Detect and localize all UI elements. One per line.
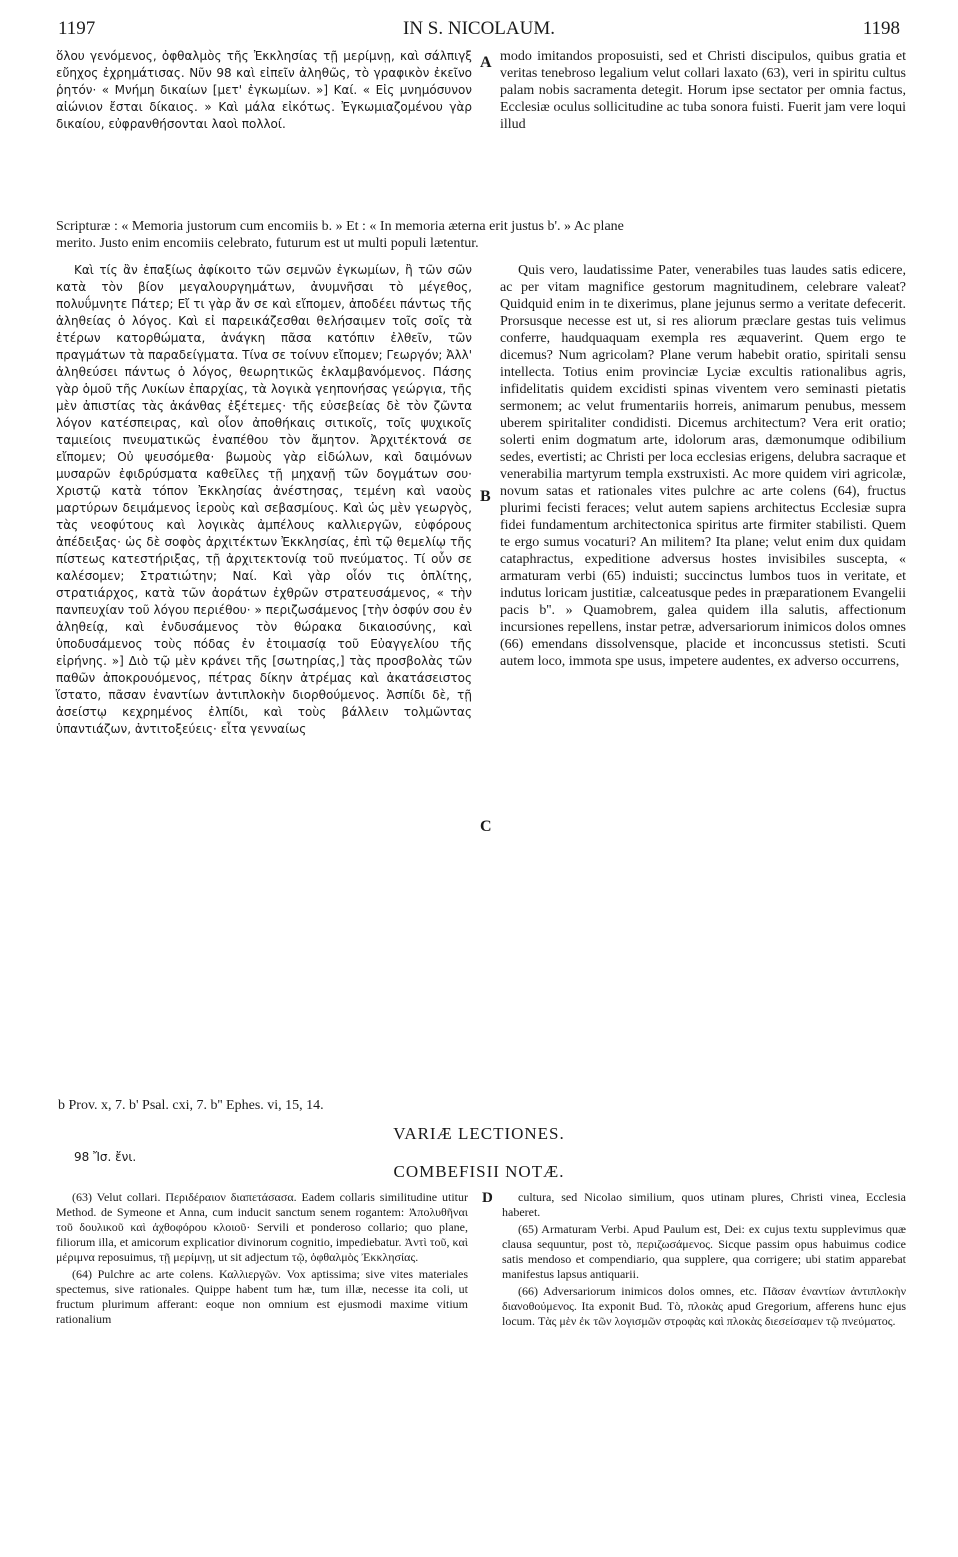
bridge-lines bbox=[56, 218, 906, 252]
margin-mark-a: A bbox=[480, 54, 492, 71]
notes-left-column bbox=[56, 1190, 468, 1329]
greek-column bbox=[56, 48, 472, 137]
right-page-number: 1198 bbox=[862, 18, 900, 39]
latin-column bbox=[500, 48, 906, 137]
scripture-references: b Prov. x, 7. b' Psal. cxi, 7. b'' Ephes. vi, 15, 14. bbox=[58, 1098, 324, 1113]
variae-lectiones-title: VARIÆ LECTIONES. bbox=[393, 1124, 565, 1143]
greek-paragraph: Καὶ τίς ἂν ἐπαξίως ἀφίκοιτο τῶν σεμνῶν ἐγκωμίων, ἢ τῶν σῶν κατὰ τὸν βίον μεγαλουργημάτων, ἀνυμνῆσαι τὸ μέγεθος, πολυΰμνητε Πάτερ; Εἴ τι γὰρ ἄν σε καὶ εἴπομεν, ἀποδέει πάντως τῆς ἀληθείας ὁ λόγος. Καὶ εἰ παρεικάζεσθαι θελήσαιμεν τοῖς σοῖς τὰ ἑτέρων κατορθώματα, ἀνάγκη πᾶσα κατόπιν ἐλθεῖν, τῶν πραγμάτων τὰ παραδείγματα. Τίνα σε τοίνυν εἴπομεν; Γεωργόν; Ἀλλ' ἀληθεύσει πάντως ὁ λόγος, θεωρητικῶς ἐκλαμβανόμενος. Πάσης γὰρ ὁμοῦ τῆς Λυκίων ἐπαρχίας, τὰ λογικὰ γεηπονήσας γεώργια, τῆς μὲν ἀπιστίας τὰς ἀκάνθας ἐξέτεμες· τῆς εὐσεβείας δὲ τὸν ζῶντα λόγον κατέσπειρας, καὶ οἷον ἀποθήκαις σιτικοῖς, τοῖς ψυχικοῖς ταμιείοις πνευματικῶς ἐναπέθου τὸν ἄμητον. Ἀρχιτέκτονά σε εἴπομεν; Οὐ ψευσόμεθα· βωμοὺς γὰρ εἰδώλων, καὶ δαιμόνων μυσαρῶν ἐφιδρύσματα καθεῖλες τῇ μηχανῇ τῶν δογμάτων σου· Χριστῷ κατὰ τόπον Ἐκκλησίας ἀνέστησας, τεμένη καὶ ναοὺς μαρτύρων δειμάμενος ἱεροὺς καὶ σεβασμίους. Καὶ ὡς μὲν γεωργὸς, τὰς νεοφύτους καὶ λογικὰς ἀμπέλους καλλιεργῶν, εὐφόρους ἀπέδειξας· ὡς δὲ σοφὸς ἀρχιτέκτων Ἐκκλησίας, ἐπὶ τῷ θεμελίῳ τῆς πίστεως κατεστήριξας, τῇ ἀρχιτεκτονίᾳ τοῦ πνεύματος. Τί οὖν σε καλέσομεν; Στρατιώτην; Ναί. Καὶ γὰρ οἷόν τις ὁπλίτης, στρατιάρχος, κατὰ τῶν ἀοράτων ἐχθρῶν στρατευσάμενος, « τὴν πανπευχίαν τοῦ λόγου περιέθου· » περιζωσάμενος [τὴν ὀσφύν σου ἐν ἀληθείᾳ, καὶ ἐνδυσάμενος τὸν θώρακα δικαιοσύνης, καὶ ὑποδυσάμενος τοὺς πόδας ἐν ἑτοιμασίᾳ τοῦ Εὐαγγελίου τῆς εἰρήνης. »] Διὸ τῷ μὲν κράνει τῆς [σωτηρίας,] τὰς προσβολὰς τῶν παθῶν ἀποκρουόμενος, πέτρας δίκην ἀτρέμας καὶ ἀκατάσειστος ἵστατο, πᾶσαν ἐναντίων ἀντιπλοκὴν διορθούμενος. Ἀσπίδι δὲ, τῇ ἀσείστῳ κεχρημένος ἐλπίδι, καὶ τοὺς βάλλειν τολμῶντας ὑπαντιάζων, ἀντιτοξεύεις· εἶτα γενναίως bbox=[56, 263, 472, 736]
notes-right-column bbox=[502, 1190, 906, 1331]
margin-mark-c: C bbox=[480, 818, 492, 835]
margin-mark-b: B bbox=[480, 488, 491, 505]
bridge-line: Scripturæ : « Memoria justorum cum encomiis b. » Et : « In memoria æterna erit justus b'. » Ac plane bbox=[56, 219, 624, 234]
latin-column-2 bbox=[500, 262, 906, 674]
running-header bbox=[58, 18, 900, 42]
notes-title: COMBEFISII NOTÆ. bbox=[393, 1162, 565, 1181]
greek-paragraph: ὅλου γενόμενος, ὀφθαλμὸς τῆς Ἐκκλησίας τῇ μερίμνῃ, καὶ σάλπιγξ εὔηχος ἐχρημάτισας. Νῦν 98 καὶ εἰπεῖν ἀληθῶς, τὸ γραφικὸν ἐκεῖνο ῥητόν· « Μνήμη δικαίων [μετ' ἐγκωμίων. »] Καί. « Εἰς μνημόσυνον αἰώνιον ἔσται δίκαιος. » Καὶ μάλα εἰκότως. Ἐγκωμιαζομένου γὰρ δικαίου, εὐφρανθήσονται λαοὶ πολλοί. bbox=[56, 49, 472, 131]
latin-paragraph: modo imitandos proposuisti, sed et Christi discipulos, quibus gratia et veritas tenebroso legalium velut collari laxato (63), veri in spiritu cultus palam nobis sacramenta detegit. Horum ipse sectator per omnia factus, Ecclesiæ oculus sollicitudine ac tuba sonora fuisti. Fuerit jam vere loqui illud bbox=[500, 49, 906, 132]
bridge-line: merito. Justo enim encomiis celebrato, futurum est ut multi populi lætentur. bbox=[56, 236, 479, 251]
note-paragraph: (65) Armaturam Verbi. Apud Paulum est, Dei: ex cujus textu supplevimus quæ clausa sequuntur, post τὸ, περιζωσάμενος. Sicque passim opus habuimus codice satis mendoso et compendiario, qua supplere, qua corrigere; ubi statim apparebat manifestus lapsus antiquarii. bbox=[502, 1222, 906, 1281]
running-title: IN S. NICOLAUM. bbox=[403, 18, 555, 39]
latin-paragraph: Quis vero, laudatissime Pater, venerabiles tuas laudes satis edicere, ac per vitam magnifice gestorum magnitudinem, celebrare valeat? Quidquid enim in te dixerimus, plane jejunus sermo a veritate defecerit. Prorsusque necesse est ut, si res aliorum præclare gestas tuis velimus conferre, haudquaquam exempla res æquaverint. Quem ergo te dicemus? Num agricolam? Plane verum habebit oratio, spiritali sensu intellecta. Totius enim provinciæ Lyciæ excultis rationalibus agris, infidelitatis quidem excidisti spinas viventem vero seminasti pietatis sermonem; ac velut frumentariis horreis, animarum penubus, messem uberem spiritaliter condidisti. Dicemus architectum? Vera erit oratio; solerti enim dogmatum arte, idolorum aras, dæmonumque odibilium sedes, evertisti; ac Christi per loca ecclesias erigens, delubra sacraque et venerabilia martyrum templa exstruxisti. Ac more quidem viri agricolæ, novum satas et rationales vites pulchre ac arte colens (64), fructus plurimi fecisti feraces; velut autem sapiens architectus Ecclesiæ supra fidei fundamentum architectonica spiritus arte firmiter stabilisti. Quem te ergo sumus vocaturi? An militem? Ita plane; velut enim dux quidam cataphractus, expeditione adversus hostes invisibiles suscepta, « armaturam verbi (65) induisti; succinctus lumbos tuos in veritate, et indutus loricam justitiæ, calceatusque pedes in præparationem Evangelii pacis b''. » Quamobrem, galea quidem illa salutis, affectionum incursiones repellens, instar petræ, adversariorum inimicos dolos omnes (66) emendans dissolvensque, placide et inconcussus stetisti. Scuti autem loco, immota spe usus, impetere audentes, ex adverso occurrens, bbox=[500, 263, 906, 669]
margin-mark-d: D bbox=[482, 1190, 493, 1206]
note-paragraph: cultura, sed Nicolao similium, quos utinam plures, Christi vinea, Ecclesia haberet. bbox=[502, 1190, 906, 1219]
note-paragraph: (63) Velut collari. Περιδέραιον διαπετάσασα. Eadem collaris similitudine utitur Method. de Symeone et Anna, cum inducit sanctum senem rogantem: Ἀπολυθῆναι τοῦ δουλικοῦ καὶ ἀχθοφόρου κλοιοῦ· Servili et ponderoso collario; quo plane, filiorum illa, et amicorum explicatior divinorum cognitio, impediebatur. Ἀντὶ τοῦ, καὶ μέριμνα reposuimus, τῇ μερίμνῃ, ut sit adjectum τῷ, ὀφθαλμὸς Ἐκκλησίας. bbox=[56, 1190, 468, 1264]
variant-reading: 98 Ἴσ. ἔνι. bbox=[74, 1150, 137, 1164]
notes-section bbox=[56, 1190, 906, 1540]
greek-column-2 bbox=[56, 262, 472, 742]
main-text bbox=[56, 48, 906, 1090]
note-paragraph: (66) Adversariorum inimicos dolos omnes, etc. Πᾶσαν ἐναντίων ἀντιπλοκὴν διανοθούμενος. Ita exponit Bud. Τὸ, πλοκὰς apud Gregorium, afferens hunc ejus locum. Τὰς μὲν ἐκ τῶν λογισμῶν στροφὰς καὶ πλοκὰς διεσείσαμεν τῷ πνεύματος. bbox=[502, 1284, 906, 1328]
note-paragraph: (64) Pulchre ac arte colens. Καλλιεργῶν. Vox aptissima; sive vites materiales spectemus, sive rationales. Quippe habent tum hæ, tum illæ, necesse ita coli, ut fructum plurimum afferant: eoque non omnium est ejusmodi maxime vitium rationalium bbox=[56, 1267, 468, 1326]
left-page-number: 1197 bbox=[58, 18, 96, 39]
